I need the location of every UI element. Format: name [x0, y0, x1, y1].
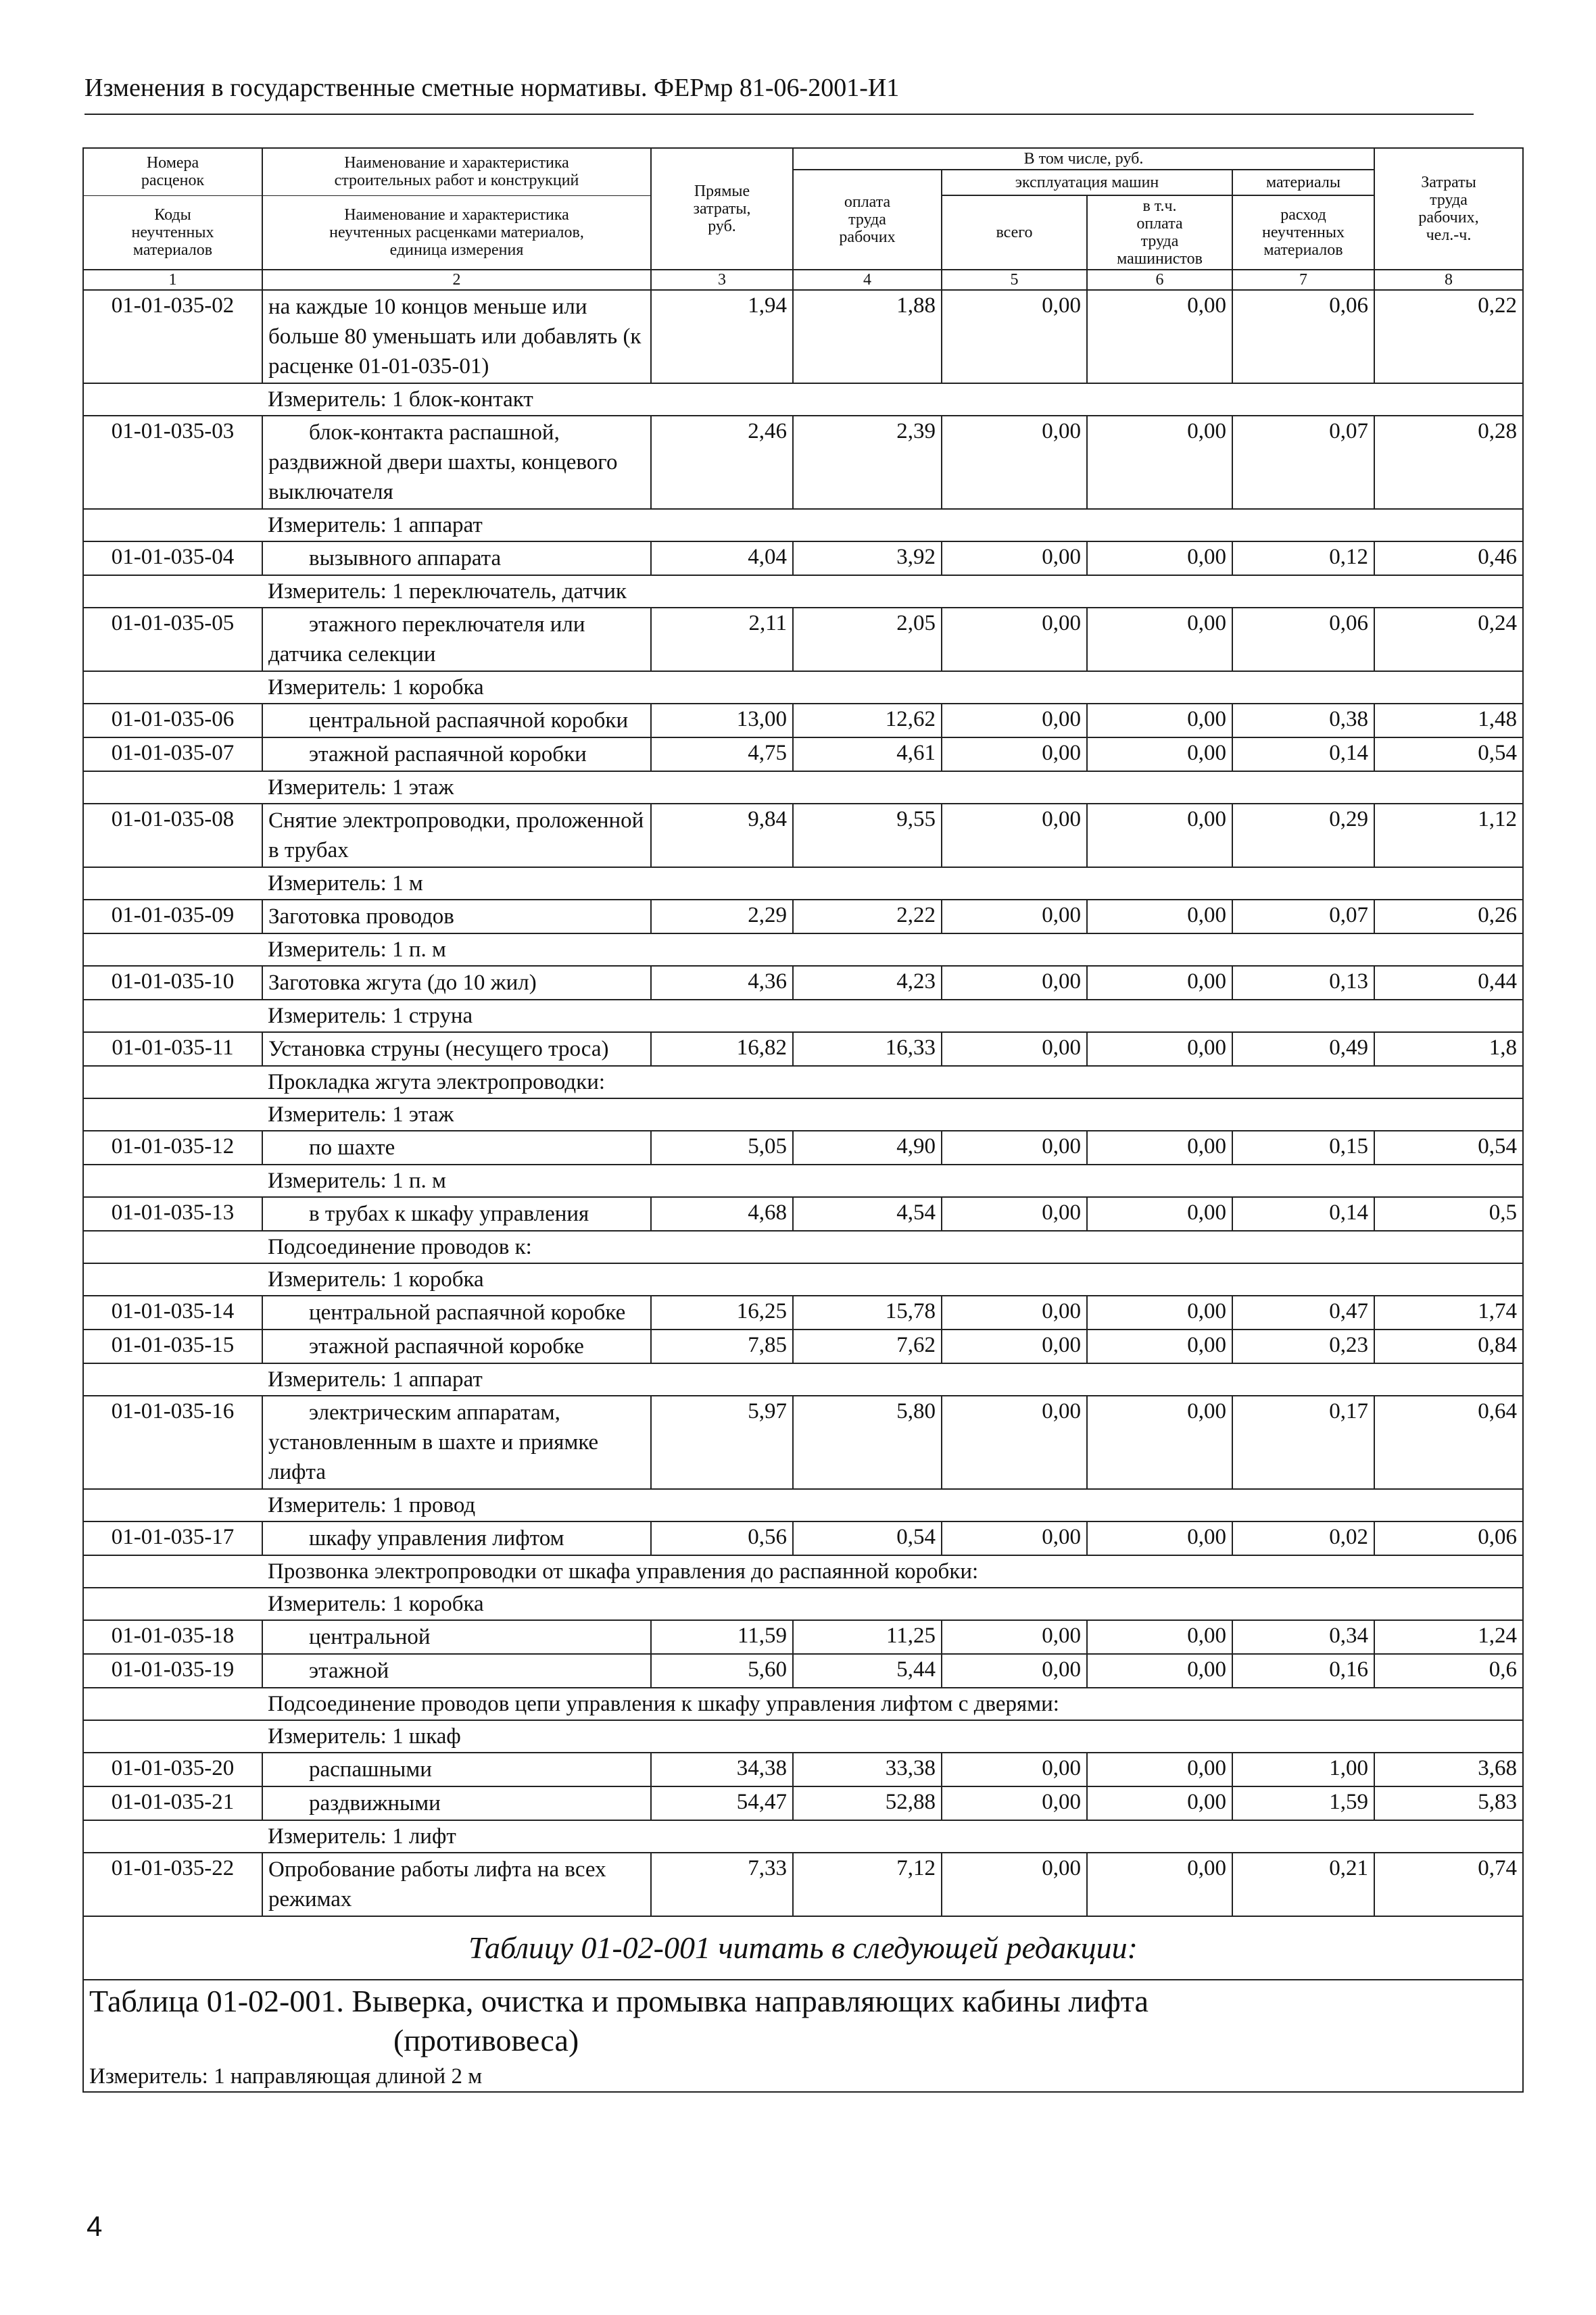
measure-spacer [83, 933, 262, 966]
labor-hours-cell: 0,54 [1374, 737, 1523, 771]
rate-name: Установка струны (несущего троса) [262, 1032, 651, 1066]
operator-pay-cell: 0,00 [1087, 541, 1232, 575]
worker-pay-cell: 3,92 [793, 541, 942, 575]
rate-row [83, 1032, 1523, 1066]
direct-cost-cell: 7,33 [651, 1853, 793, 1916]
labor-hours-cell: 0,28 [1374, 416, 1523, 509]
operator-pay-cell: 0,00 [1087, 966, 1232, 1000]
table-header [83, 148, 1523, 290]
column-number: 7 [1232, 270, 1374, 290]
operator-pay-cell: 0,00 [1087, 1786, 1232, 1820]
machines-total-cell: 0,00 [942, 541, 1087, 575]
rate-row [83, 1197, 1523, 1231]
measure-text: Измеритель: 1 аппарат [262, 1363, 1523, 1396]
header-including: В том числе, руб. [793, 148, 1374, 170]
measure-row [83, 1820, 1523, 1853]
worker-pay-cell: 4,54 [793, 1197, 942, 1231]
new-table-title-row [83, 1980, 1523, 2062]
machines-total-cell: 0,00 [942, 1786, 1087, 1820]
measure-spacer [83, 1588, 262, 1620]
new-table-title [83, 1980, 1523, 2062]
materials-cost-cell: 0,23 [1232, 1330, 1374, 1363]
measure-text: Измеритель: 1 п. м [262, 1165, 1523, 1197]
labor-hours-cell: 0,26 [1374, 900, 1523, 933]
operator-pay-cell: 0,00 [1087, 416, 1232, 509]
rate-name: центральной распаячной коробки [262, 704, 651, 737]
direct-cost-cell: 5,60 [651, 1654, 793, 1688]
operator-pay-cell: 0,00 [1087, 1296, 1232, 1330]
labor-hours-cell: 1,74 [1374, 1296, 1523, 1330]
rate-name: шкафу управления лифтом [262, 1521, 651, 1555]
measure-row [83, 1000, 1523, 1032]
measure-row [83, 1165, 1523, 1197]
new-table-measure-row [83, 2062, 1523, 2092]
rate-name: центральной распаячной коробке [262, 1296, 651, 1330]
labor-hours-cell: 1,12 [1374, 804, 1523, 867]
labor-hours-cell: 3,68 [1374, 1753, 1523, 1786]
direct-cost-cell: 2,46 [651, 416, 793, 509]
materials-cost-cell: 1,00 [1232, 1753, 1374, 1786]
measure-spacer [83, 1363, 262, 1396]
rate-row [83, 704, 1523, 737]
rate-name: Опробование работы лифта на всех режимах [262, 1853, 651, 1916]
worker-pay-cell: 5,44 [793, 1654, 942, 1688]
measure-text: Измеритель: 1 провод [262, 1489, 1523, 1521]
rate-code: 01-01-035-22 [83, 1853, 262, 1916]
worker-pay-cell: 7,62 [793, 1330, 942, 1363]
rate-name: Заготовка проводов [262, 900, 651, 933]
column-numbers-row [83, 270, 1523, 290]
labor-hours-cell: 5,83 [1374, 1786, 1523, 1820]
operator-pay-cell: 0,00 [1087, 1131, 1232, 1165]
materials-cost-cell: 0,34 [1232, 1620, 1374, 1654]
direct-cost-cell: 2,29 [651, 900, 793, 933]
worker-pay-cell: 12,62 [793, 704, 942, 737]
rate-row [83, 966, 1523, 1000]
operator-pay-cell: 0,00 [1087, 1396, 1232, 1489]
rate-name: этажной распаячной коробки [262, 737, 651, 771]
worker-pay-cell: 2,05 [793, 608, 942, 671]
measure-text: Измеритель: 1 лифт [262, 1820, 1523, 1853]
rate-code: 01-01-035-08 [83, 804, 262, 867]
measure-spacer [83, 1820, 262, 1853]
rate-row [83, 1131, 1523, 1165]
measure-text: Измеритель: 1 аппарат [262, 509, 1523, 541]
rate-name: на каждые 10 концов меньше или больше 80 уменьшать или добавлять (к расценке 01-01-035-01) [262, 290, 651, 383]
worker-pay-cell: 0,54 [793, 1521, 942, 1555]
operator-pay-cell: 0,00 [1087, 1753, 1232, 1786]
measure-text: Измеритель: 1 струна [262, 1000, 1523, 1032]
column-number: 1 [83, 270, 262, 290]
worker-pay-cell: 16,33 [793, 1032, 942, 1066]
direct-cost-cell: 5,97 [651, 1396, 793, 1489]
rate-row [83, 900, 1523, 933]
operator-pay-cell: 0,00 [1087, 290, 1232, 383]
header-work-name: Наименование и характеристика строительных работ и конструкций [262, 148, 651, 195]
rate-code: 01-01-035-05 [83, 608, 262, 671]
machines-total-cell: 0,00 [942, 1197, 1087, 1231]
labor-hours-cell: 0,44 [1374, 966, 1523, 1000]
direct-cost-cell: 13,00 [651, 704, 793, 737]
measure-row [83, 575, 1523, 608]
measure-row [83, 1489, 1523, 1521]
measure-spacer [83, 383, 262, 416]
measure-row [83, 1555, 1523, 1588]
rate-row [83, 804, 1523, 867]
direct-cost-cell: 1,94 [651, 290, 793, 383]
worker-pay-cell: 2,39 [793, 416, 942, 509]
machines-total-cell: 0,00 [942, 900, 1087, 933]
worker-pay-cell: 9,55 [793, 804, 942, 867]
header-machine-operation: эксплуатация машин [942, 170, 1232, 195]
machines-total-cell: 0,00 [942, 966, 1087, 1000]
measure-spacer [83, 1720, 262, 1753]
measure-row [83, 1363, 1523, 1396]
direct-cost-cell: 4,75 [651, 737, 793, 771]
direct-cost-cell: 16,25 [651, 1296, 793, 1330]
measure-spacer [83, 1555, 262, 1588]
column-number: 3 [651, 270, 793, 290]
rate-code: 01-01-035-13 [83, 1197, 262, 1231]
materials-cost-cell: 0,14 [1232, 737, 1374, 771]
materials-cost-cell: 0,06 [1232, 290, 1374, 383]
worker-pay-cell: 5,80 [793, 1396, 942, 1489]
operator-pay-cell: 0,00 [1087, 1330, 1232, 1363]
new-table-title-line2: (противовеса) [393, 2023, 579, 2057]
direct-cost-cell: 11,59 [651, 1620, 793, 1654]
header-rule [84, 114, 1474, 115]
labor-hours-cell: 1,48 [1374, 704, 1523, 737]
measure-spacer [83, 671, 262, 704]
rate-row [83, 1330, 1523, 1363]
worker-pay-cell: 33,38 [793, 1753, 942, 1786]
measure-row [83, 771, 1523, 804]
header-operator-pay: в т.ч. оплата труда машинистов [1087, 195, 1232, 270]
measure-text: Измеритель: 1 этаж [262, 771, 1523, 804]
measure-text: Подсоединение проводов цепи управления к шкафу управления лифтом с дверями: [262, 1688, 1523, 1720]
measure-text: Измеритель: 1 шкаф [262, 1720, 1523, 1753]
operator-pay-cell: 0,00 [1087, 737, 1232, 771]
worker-pay-cell: 1,88 [793, 290, 942, 383]
machines-total-cell: 0,00 [942, 1396, 1087, 1489]
rate-row [83, 737, 1523, 771]
materials-cost-cell: 0,15 [1232, 1131, 1374, 1165]
measure-row [83, 867, 1523, 900]
measure-spacer [83, 509, 262, 541]
rate-row [83, 1620, 1523, 1654]
direct-cost-cell: 4,36 [651, 966, 793, 1000]
machines-total-cell: 0,00 [942, 737, 1087, 771]
rate-name: этажной распаячной коробке [262, 1330, 651, 1363]
operator-pay-cell: 0,00 [1087, 900, 1232, 933]
worker-pay-cell: 2,22 [793, 900, 942, 933]
labor-hours-cell: 0,74 [1374, 1853, 1523, 1916]
direct-cost-cell: 5,05 [651, 1131, 793, 1165]
worker-pay-cell: 4,90 [793, 1131, 942, 1165]
notice-row [83, 1916, 1523, 1980]
measure-text: Измеритель: 1 коробка [262, 1263, 1523, 1296]
operator-pay-cell: 0,00 [1087, 804, 1232, 867]
measure-row [83, 1688, 1523, 1720]
rate-name: центральной [262, 1620, 651, 1654]
machines-total-cell: 0,00 [942, 1620, 1087, 1654]
header-labor-hours: Затраты труда рабочих, чел.-ч. [1374, 148, 1523, 270]
worker-pay-cell: 7,12 [793, 1853, 942, 1916]
measure-text: Прозвонка электропроводки от шкафа управления до распаянной коробки: [262, 1555, 1523, 1588]
direct-cost-cell: 7,85 [651, 1330, 793, 1363]
operator-pay-cell: 0,00 [1087, 1197, 1232, 1231]
operator-pay-cell: 0,00 [1087, 1032, 1232, 1066]
new-table-measure: Измеритель: 1 направляющая длиной 2 м [83, 2062, 1523, 2092]
rate-code: 01-01-035-09 [83, 900, 262, 933]
machines-total-cell: 0,00 [942, 1296, 1087, 1330]
machines-total-cell: 0,00 [942, 704, 1087, 737]
operator-pay-cell: 0,00 [1087, 1521, 1232, 1555]
materials-cost-cell: 0,21 [1232, 1853, 1374, 1916]
machines-total-cell: 0,00 [942, 290, 1087, 383]
materials-cost-cell: 0,29 [1232, 804, 1374, 867]
labor-hours-cell: 0,46 [1374, 541, 1523, 575]
measure-spacer [83, 1000, 262, 1032]
measure-text: Измеритель: 1 коробка [262, 1588, 1523, 1620]
materials-cost-cell: 0,12 [1232, 541, 1374, 575]
column-number: 6 [1087, 270, 1232, 290]
rate-name: этажной [262, 1654, 651, 1688]
direct-cost-cell: 4,68 [651, 1197, 793, 1231]
measure-spacer [83, 1165, 262, 1197]
rate-row [83, 1786, 1523, 1820]
materials-cost-cell: 0,49 [1232, 1032, 1374, 1066]
rate-code: 01-01-035-17 [83, 1521, 262, 1555]
rate-code: 01-01-035-19 [83, 1654, 262, 1688]
header-unaccounted-materials: расход неучтенных материалов [1232, 195, 1374, 270]
rate-code: 01-01-035-04 [83, 541, 262, 575]
rates-table [82, 147, 1524, 2093]
operator-pay-cell: 0,00 [1087, 1853, 1232, 1916]
rate-row [83, 608, 1523, 671]
direct-cost-cell: 16,82 [651, 1032, 793, 1066]
labor-hours-cell: 1,24 [1374, 1620, 1523, 1654]
machines-total-cell: 0,00 [942, 1654, 1087, 1688]
machines-total-cell: 0,00 [942, 416, 1087, 509]
measure-text: Измеритель: 1 переключатель, датчик [262, 575, 1523, 608]
measure-row [83, 1720, 1523, 1753]
rate-code: 01-01-035-02 [83, 290, 262, 383]
header-machines-total: всего [942, 195, 1087, 270]
rate-row [83, 290, 1523, 383]
column-number: 8 [1374, 270, 1523, 290]
measure-row [83, 1588, 1523, 1620]
materials-cost-cell: 0,47 [1232, 1296, 1374, 1330]
measure-spacer [83, 1066, 262, 1098]
rate-name: раздвижными [262, 1786, 651, 1820]
labor-hours-cell: 0,84 [1374, 1330, 1523, 1363]
rate-code: 01-01-035-11 [83, 1032, 262, 1066]
materials-cost-cell: 0,13 [1232, 966, 1374, 1000]
rate-code: 01-01-035-03 [83, 416, 262, 509]
header-rate-numbers: Номера расценок [83, 148, 262, 195]
direct-cost-cell: 2,11 [651, 608, 793, 671]
measure-text: Подсоединение проводов к: [262, 1231, 1523, 1263]
rate-code: 01-01-035-06 [83, 704, 262, 737]
header-materials: материалы [1232, 170, 1374, 195]
machines-total-cell: 0,00 [942, 1032, 1087, 1066]
measure-spacer [83, 575, 262, 608]
materials-cost-cell: 0,14 [1232, 1197, 1374, 1231]
rate-code: 01-01-035-18 [83, 1620, 262, 1654]
measure-text: Измеритель: 1 коробка [262, 671, 1523, 704]
measure-row [83, 1263, 1523, 1296]
operator-pay-cell: 0,00 [1087, 704, 1232, 737]
rate-code: 01-01-035-10 [83, 966, 262, 1000]
machines-total-cell: 0,00 [942, 1521, 1087, 1555]
rate-code: 01-01-035-16 [83, 1396, 262, 1489]
rate-name: блок-контакта распашной, раздвижной двери шахты, концевого выключателя [262, 416, 651, 509]
labor-hours-cell: 0,64 [1374, 1396, 1523, 1489]
materials-cost-cell: 0,16 [1232, 1654, 1374, 1688]
machines-total-cell: 0,00 [942, 804, 1087, 867]
header-worker-pay: оплата труда рабочих [793, 170, 942, 270]
header-material-codes: Коды неучтенных материалов [83, 195, 262, 270]
page-header: Изменения в государственные сметные нормативы. ФЕРмр 81-06-2001-И1 [84, 74, 900, 102]
machines-total-cell: 0,00 [942, 1330, 1087, 1363]
worker-pay-cell: 11,25 [793, 1620, 942, 1654]
measure-row [83, 933, 1523, 966]
measure-spacer [83, 1263, 262, 1296]
labor-hours-cell: 0,54 [1374, 1131, 1523, 1165]
header-direct-costs: Прямые затраты, руб. [651, 148, 793, 270]
measure-text: Измеритель: 1 этаж [262, 1098, 1523, 1131]
rate-code: 01-01-035-20 [83, 1753, 262, 1786]
measure-row [83, 1066, 1523, 1098]
measure-spacer [83, 1231, 262, 1263]
measure-text: Прокладка жгута электропроводки: [262, 1066, 1523, 1098]
rate-code: 01-01-035-07 [83, 737, 262, 771]
direct-cost-cell: 54,47 [651, 1786, 793, 1820]
measure-text: Измеритель: 1 п. м [262, 933, 1523, 966]
worker-pay-cell: 4,23 [793, 966, 942, 1000]
rate-code: 01-01-035-15 [83, 1330, 262, 1363]
rate-name: вызывного аппарата [262, 541, 651, 575]
column-number: 4 [793, 270, 942, 290]
direct-cost-cell: 4,04 [651, 541, 793, 575]
rate-name: Заготовка жгута (до 10 жил) [262, 966, 651, 1000]
direct-cost-cell: 34,38 [651, 1753, 793, 1786]
rate-name: этажного переключателя или датчика селекции [262, 608, 651, 671]
rate-name: в трубах к шкафу управления [262, 1197, 651, 1231]
rate-row [83, 1753, 1523, 1786]
materials-cost-cell: 0,06 [1232, 608, 1374, 671]
header-material-name: Наименование и характеристика неучтенных расценками материалов, единица измерения [262, 195, 651, 270]
labor-hours-cell: 0,5 [1374, 1197, 1523, 1231]
machines-total-cell: 0,00 [942, 1753, 1087, 1786]
measure-row [83, 671, 1523, 704]
operator-pay-cell: 0,00 [1087, 1654, 1232, 1688]
rate-row [83, 541, 1523, 575]
rate-row [83, 1654, 1523, 1688]
materials-cost-cell: 0,17 [1232, 1396, 1374, 1489]
page-number: 4 [87, 2210, 103, 2242]
materials-cost-cell: 0,07 [1232, 416, 1374, 509]
operator-pay-cell: 0,00 [1087, 608, 1232, 671]
measure-text: Измеритель: 1 м [262, 867, 1523, 900]
rate-row [83, 416, 1523, 509]
rate-code: 01-01-035-12 [83, 1131, 262, 1165]
materials-cost-cell: 0,02 [1232, 1521, 1374, 1555]
materials-cost-cell: 0,38 [1232, 704, 1374, 737]
measure-row [83, 1098, 1523, 1131]
measure-row [83, 509, 1523, 541]
labor-hours-cell: 0,6 [1374, 1654, 1523, 1688]
labor-hours-cell: 0,24 [1374, 608, 1523, 671]
rate-name: распашными [262, 1753, 651, 1786]
measure-spacer [83, 867, 262, 900]
measure-row [83, 383, 1523, 416]
new-table-title-line1: Таблица 01-02-001. Выверка, очистка и промывка направляющих кабины лифта [89, 1984, 1148, 2018]
labor-hours-cell: 1,8 [1374, 1032, 1523, 1066]
machines-total-cell: 0,00 [942, 1131, 1087, 1165]
measure-spacer [83, 771, 262, 804]
rate-code: 01-01-035-14 [83, 1296, 262, 1330]
column-number: 5 [942, 270, 1087, 290]
direct-cost-cell: 0,56 [651, 1521, 793, 1555]
rate-code: 01-01-035-21 [83, 1786, 262, 1820]
direct-cost-cell: 9,84 [651, 804, 793, 867]
machines-total-cell: 0,00 [942, 1853, 1087, 1916]
notice-text: Таблицу 01-02-001 читать в следующей редакции: [83, 1916, 1523, 1980]
rate-name: Снятие электропроводки, проложенной в трубах [262, 804, 651, 867]
measure-spacer [83, 1688, 262, 1720]
measure-row [83, 1231, 1523, 1263]
measure-spacer [83, 1489, 262, 1521]
operator-pay-cell: 0,00 [1087, 1620, 1232, 1654]
labor-hours-cell: 0,22 [1374, 290, 1523, 383]
worker-pay-cell: 4,61 [793, 737, 942, 771]
rate-row [83, 1296, 1523, 1330]
materials-cost-cell: 1,59 [1232, 1786, 1374, 1820]
rate-name: электрическим аппаратам, установленным в шахте и приямке лифта [262, 1396, 651, 1489]
measure-spacer [83, 1098, 262, 1131]
rate-row [83, 1396, 1523, 1489]
table-body [83, 290, 1523, 1916]
rate-row [83, 1853, 1523, 1916]
rate-name: по шахте [262, 1131, 651, 1165]
column-number: 2 [262, 270, 651, 290]
worker-pay-cell: 15,78 [793, 1296, 942, 1330]
measure-text: Измеритель: 1 блок-контакт [262, 383, 1523, 416]
machines-total-cell: 0,00 [942, 608, 1087, 671]
materials-cost-cell: 0,07 [1232, 900, 1374, 933]
worker-pay-cell: 52,88 [793, 1786, 942, 1820]
labor-hours-cell: 0,06 [1374, 1521, 1523, 1555]
rate-row [83, 1521, 1523, 1555]
